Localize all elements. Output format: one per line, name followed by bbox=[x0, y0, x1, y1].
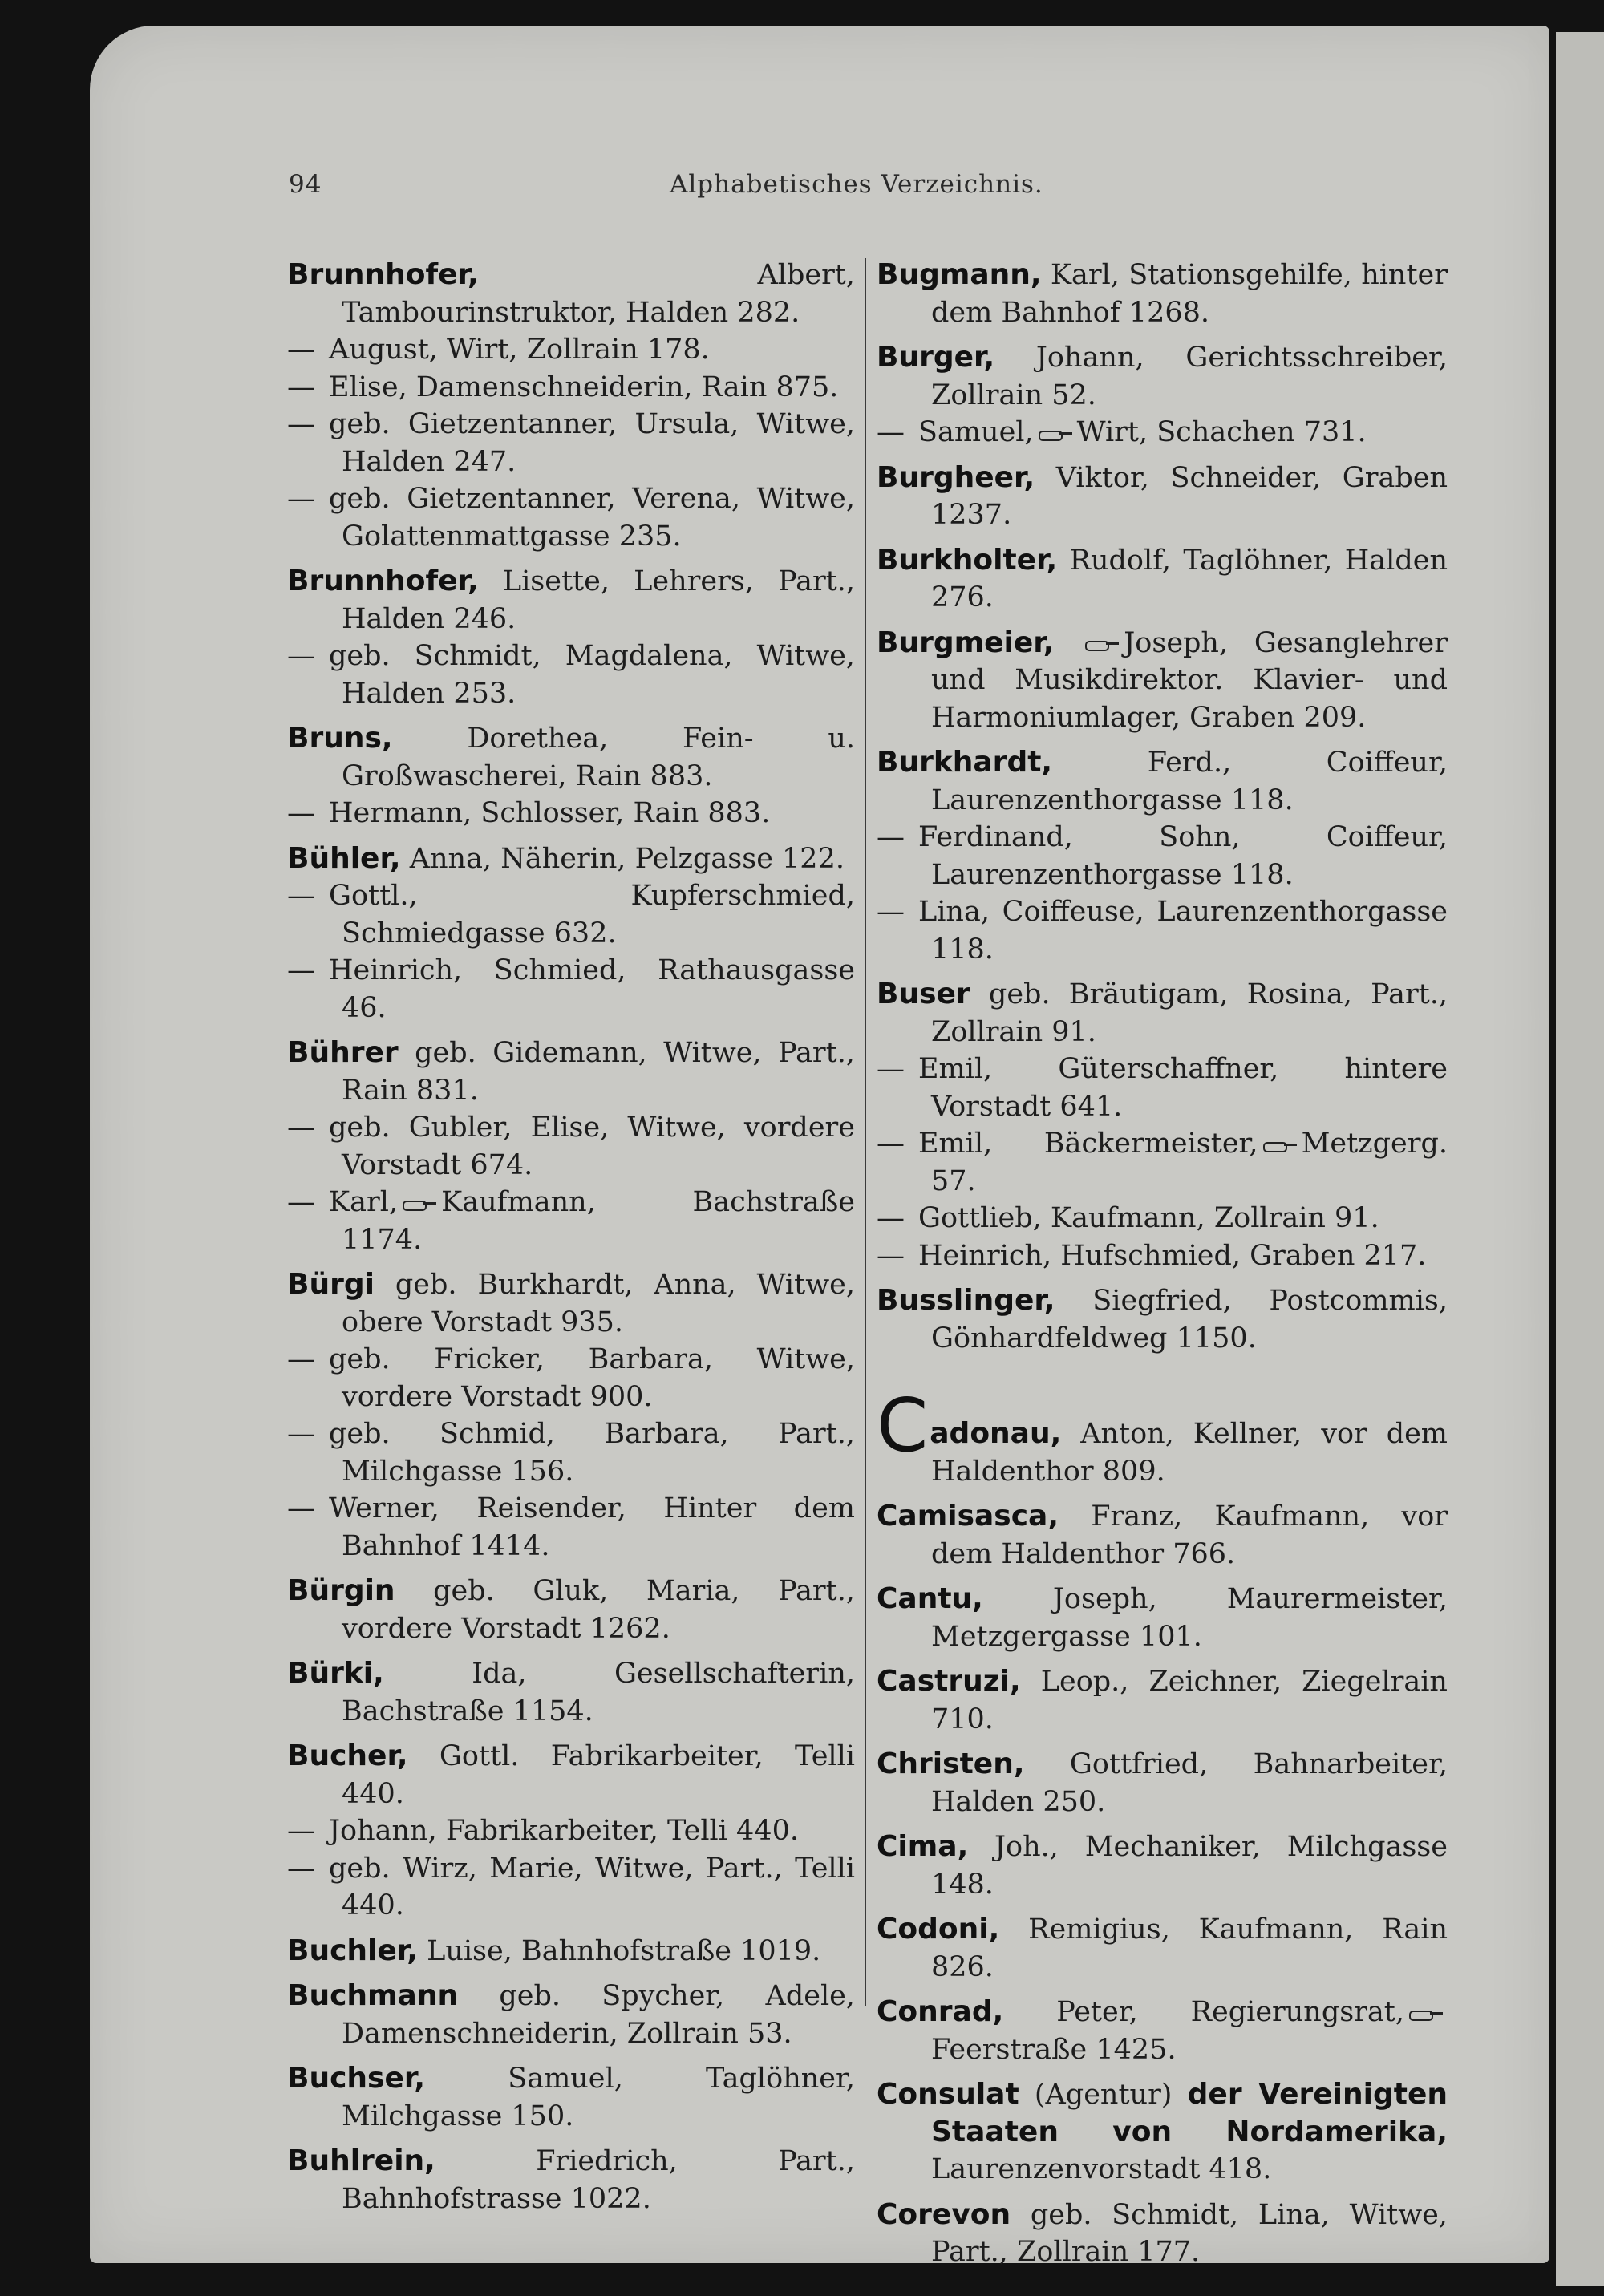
entry-text: Lina, Coiffeuse, Laurenzenthorgasse 118. bbox=[918, 896, 1448, 966]
entry-surname: Burger, bbox=[877, 341, 995, 374]
directory-entry bbox=[877, 460, 1448, 534]
entry-text: Gottl., Kupferschmied, Schmiedgasse 632. bbox=[329, 880, 855, 950]
directory-entry bbox=[877, 414, 1448, 452]
entry-text: Joh., Mechaniker, Milchgasse 148. bbox=[931, 1831, 1448, 1901]
entry-text: geb. Gidemann, Witwe, Part., Rain 831. bbox=[342, 1037, 855, 1107]
entry-text: Gottfried, Bahnarbeiter, Halden 250. bbox=[931, 1748, 1448, 1818]
entry-surname: Brunnhofer, bbox=[287, 565, 479, 597]
continuation-dash: — bbox=[287, 1852, 315, 1885]
entry-text: Leop., Zeichner, Ziegelrain 710. bbox=[931, 1666, 1448, 1735]
entry-text: Gottlieb, Kaufmann, Zollrain 91. bbox=[918, 1202, 1379, 1234]
continuation-dash: — bbox=[287, 797, 315, 829]
entry-surname: Buchser, bbox=[287, 2062, 426, 2095]
continuation-dash: — bbox=[287, 1343, 315, 1375]
entry-text: Remigius, Kaufmann, Rain 826. bbox=[931, 1913, 1448, 1983]
entry-surname: Burkhardt, bbox=[877, 746, 1053, 779]
entry-surname: Bruns, bbox=[287, 722, 393, 755]
entry-surname: Bürki, bbox=[287, 1657, 384, 1690]
entry-text: Albert, Tambourinstruktor, Halden 282. bbox=[342, 259, 855, 329]
entry-surname: adonau, bbox=[930, 1417, 1062, 1450]
directory-entry bbox=[877, 339, 1448, 414]
continuation-dash: — bbox=[287, 954, 315, 986]
entry-text: Franz, Kaufmann, vor dem Haldenthor 766. bbox=[931, 1500, 1448, 1570]
entry-surname: Bürgi bbox=[287, 1268, 375, 1301]
entry-surname: Cima, bbox=[877, 1830, 969, 1863]
pointing-hand-icon bbox=[1039, 427, 1072, 440]
entry-text: Ida, Gesellschafterin, Bachstraße 1154. bbox=[342, 1658, 855, 1727]
pointing-hand-icon bbox=[1085, 638, 1119, 650]
directory-entry bbox=[287, 1812, 855, 1850]
continuation-dash: — bbox=[877, 1128, 905, 1160]
entry-surname: Buchler, bbox=[287, 1934, 418, 1967]
directory-entry bbox=[287, 369, 855, 407]
directory-entry bbox=[287, 1184, 855, 1258]
directory-entry bbox=[877, 257, 1448, 331]
entry-text: Heinrich, Hufschmied, Graben 217. bbox=[918, 1239, 1427, 1272]
directory-entry bbox=[287, 2143, 855, 2217]
directory-entry bbox=[877, 1911, 1448, 1986]
directory-entry bbox=[877, 1581, 1448, 1655]
page-number: 94 bbox=[289, 170, 322, 199]
entry-surname: Buchmann bbox=[287, 1979, 459, 2012]
entry-text: Elise, Damenschneiderin, Rain 875. bbox=[329, 371, 839, 403]
entry-text: Samuel, bbox=[918, 416, 1034, 448]
entry-surname: Consulat bbox=[877, 2078, 1019, 2111]
continuation-dash: — bbox=[287, 1112, 315, 1144]
entry-text: geb. Gietzentanner, Ursula, Witwe, Halden 247. bbox=[329, 408, 855, 478]
entry-text: Emil, Güterschaffner, hintere Vorstadt 641. bbox=[918, 1053, 1448, 1123]
directory-entry bbox=[287, 795, 855, 832]
adjacent-page-edge bbox=[1556, 32, 1604, 2286]
entry-surname: Burgheer, bbox=[877, 460, 1035, 494]
continuation-dash: — bbox=[287, 640, 315, 672]
left-column bbox=[287, 257, 855, 2217]
entry-surname: Bührer bbox=[287, 1036, 399, 1069]
continuation-dash: — bbox=[877, 896, 905, 928]
entry-name-continued: der Vereinigten Staaten von Nordamerika, bbox=[931, 2078, 1448, 2148]
pointing-hand-icon bbox=[1409, 2007, 1443, 2020]
entry-text: Werner, Reisender, Hinter dem Bahnhof 1414. bbox=[329, 1492, 855, 1562]
entry-text: Anna, Näherin, Pelzgasse 122. bbox=[409, 842, 845, 875]
directory-entry bbox=[287, 877, 855, 952]
entry-text: Joseph, Maurermeister, Metzgergasse 101. bbox=[931, 1583, 1448, 1653]
directory-entry bbox=[287, 1850, 855, 1925]
directory-entry bbox=[877, 625, 1448, 737]
entry-text: Laurenzenvorstadt 418. bbox=[931, 2153, 1272, 2185]
entry-surname: Corevon bbox=[877, 2197, 1011, 2231]
directory-entry bbox=[877, 1237, 1448, 1275]
entry-text: geb. Gubler, Elise, Witwe, vordere Vorstadt 674. bbox=[329, 1112, 855, 1181]
directory-entry bbox=[877, 1125, 1448, 1200]
directory-entry bbox=[287, 257, 855, 331]
entry-text: geb. Burkhardt, Anna, Witwe, obere Vorstadt 935. bbox=[342, 1269, 855, 1338]
entry-text: (Agentur) bbox=[1034, 2079, 1173, 2111]
drop-initial: C bbox=[877, 1383, 929, 1468]
entry-text: Luise, Bahnhofstraße 1019. bbox=[427, 1934, 821, 1967]
entry-text: Johann, Fabrikarbeiter, Telli 440. bbox=[329, 1815, 799, 1847]
continuation-dash: — bbox=[287, 880, 315, 912]
entry-text: geb. Schmid, Barbara, Part., Milchgasse 156. bbox=[329, 1418, 855, 1488]
entry-surname: Bugmann, bbox=[877, 258, 1042, 291]
directory-entry bbox=[877, 976, 1448, 1051]
entry-text: geb. Spycher, Adele, Damenschneiderin, Zollrain 53. bbox=[342, 1980, 855, 2050]
entry-text: Emil, Bäckermeister, bbox=[918, 1128, 1258, 1160]
directory-entry bbox=[287, 2060, 855, 2135]
directory-entry bbox=[877, 1051, 1448, 1125]
entry-text: Karl, bbox=[329, 1186, 399, 1218]
directory-entry bbox=[877, 819, 1448, 893]
directory-entry bbox=[877, 893, 1448, 968]
entry-surname: Brunnhofer, bbox=[287, 258, 479, 291]
entry-surname: Bucher, bbox=[287, 1739, 408, 1772]
continuation-dash: — bbox=[287, 1418, 315, 1450]
entry-surname: Conrad, bbox=[877, 1995, 1004, 2028]
directory-entry bbox=[287, 406, 855, 480]
directory-entry bbox=[287, 638, 855, 712]
entry-text: Rudolf, Taglöhner, Halden 276. bbox=[931, 544, 1448, 613]
directory-entry bbox=[877, 1498, 1448, 1573]
entry-text: Metzgerg. 57. bbox=[931, 1128, 1448, 1197]
entry-surname: Burkholter, bbox=[877, 543, 1058, 577]
directory-entry bbox=[287, 1266, 855, 1341]
directory-entry bbox=[287, 840, 855, 878]
directory-entry bbox=[877, 1663, 1448, 1738]
directory-entry bbox=[287, 1109, 855, 1184]
directory-entry bbox=[287, 1415, 855, 1490]
entry-text: geb. Bräutigam, Rosina, Part., Zollrain 91. bbox=[931, 978, 1448, 1048]
directory-entry bbox=[287, 1655, 855, 1730]
entry-text: August, Wirt, Zollrain 178. bbox=[329, 334, 710, 366]
pointing-hand-icon bbox=[1263, 1139, 1297, 1152]
continuation-dash: — bbox=[877, 416, 905, 448]
right-column bbox=[877, 257, 1448, 2271]
entry-surname: Buhlrein, bbox=[287, 2144, 435, 2177]
continuation-dash: — bbox=[287, 1492, 315, 1525]
entry-text: Dorethea, Fein- u. Großwascherei, Rain 883. bbox=[342, 723, 855, 792]
entry-text: Ferd., Coiffeur, Laurenzenthorgasse 118. bbox=[931, 747, 1448, 816]
entry-text: Kaufmann, Bachstraße 1174. bbox=[342, 1186, 855, 1256]
directory-entry bbox=[287, 952, 855, 1027]
entry-text: Samuel, Taglöhner, Milchgasse 150. bbox=[342, 2063, 855, 2132]
directory-entry bbox=[877, 1828, 1448, 1903]
directory-entry bbox=[287, 1738, 855, 1812]
entry-text: Viktor, Schneider, Graben 1237. bbox=[931, 461, 1448, 531]
entry-text: Lisette, Lehrers, Part., Halden 246. bbox=[342, 565, 855, 635]
pointing-hand-icon bbox=[403, 1197, 436, 1210]
directory-entry bbox=[877, 1282, 1448, 1357]
directory-entry bbox=[287, 1573, 855, 1647]
directory-entry bbox=[877, 1200, 1448, 1237]
continuation-dash: — bbox=[287, 483, 315, 515]
entry-text: Karl, Stationsgehilfe, hinter dem Bahnhof 1268. bbox=[931, 259, 1448, 329]
entry-text: Peter, Regierungsrat, bbox=[1056, 1996, 1404, 2028]
directory-entry bbox=[287, 1035, 855, 1109]
directory-entry bbox=[877, 542, 1448, 617]
directory-entry bbox=[877, 2197, 1448, 2271]
entry-text: geb. Schmidt, Lina, Witwe, Part., Zollrain 177. bbox=[931, 2198, 1448, 2268]
continuation-dash: — bbox=[877, 1053, 905, 1085]
continuation-dash: — bbox=[877, 1202, 905, 1234]
continuation-dash: — bbox=[287, 1186, 315, 1218]
directory-entry bbox=[877, 744, 1448, 819]
directory-entry bbox=[287, 563, 855, 638]
entry-surname: Burgmeier, bbox=[877, 626, 1055, 659]
directory-entry bbox=[877, 1994, 1448, 2068]
entry-text: Friedrich, Part., Bahnhofstrasse 1022. bbox=[342, 2145, 855, 2215]
entry-text: Anton, Kellner, vor dem Haldenthor 809. bbox=[931, 1418, 1448, 1488]
entry-text: geb. Schmidt, Magdalena, Witwe, Halden 253. bbox=[329, 640, 855, 710]
entry-surname: Bürgin bbox=[287, 1574, 395, 1607]
entry-text: Gottl. Fabrikarbeiter, Telli 440. bbox=[342, 1740, 855, 1810]
directory-entry bbox=[877, 1383, 1448, 1490]
entry-surname: Cantu, bbox=[877, 1582, 983, 1615]
entry-surname: Codoni, bbox=[877, 1913, 1000, 1946]
entry-surname: Christen, bbox=[877, 1747, 1025, 1780]
directory-entry bbox=[877, 2076, 1448, 2189]
entry-text: Hermann, Schlosser, Rain 883. bbox=[329, 797, 771, 829]
directory-entry bbox=[287, 720, 855, 795]
directory-entry bbox=[287, 480, 855, 555]
entry-surname: Buser bbox=[877, 978, 970, 1010]
continuation-dash: — bbox=[877, 1239, 905, 1272]
entry-surname: Bühler, bbox=[287, 841, 401, 875]
continuation-dash: — bbox=[287, 408, 315, 440]
entry-text: Joseph, Gesanglehrer und Musikdirektor. Klavier- und Harmoniumlager, Graben 209. bbox=[931, 626, 1448, 734]
continuation-dash: — bbox=[287, 371, 315, 403]
directory-entry bbox=[287, 331, 855, 369]
directory-entry bbox=[287, 1341, 855, 1415]
entry-text: geb. Fricker, Barbara, Witwe, vordere Vorstadt 900. bbox=[329, 1343, 855, 1413]
entry-text: geb. Gluk, Maria, Part., vordere Vorstadt 1262. bbox=[342, 1575, 855, 1645]
entry-text: Feerstraße 1425. bbox=[931, 2033, 1177, 2066]
entry-surname: Castruzi, bbox=[877, 1665, 1021, 1698]
entry-text: Johann, Gerichtsschreiber, Zollrain 52. bbox=[931, 342, 1448, 411]
entry-text: Ferdinand, Sohn, Coiffeur, Laurenzenthorgasse 118. bbox=[918, 821, 1448, 891]
directory-entry bbox=[877, 1746, 1448, 1820]
entry-text: geb. Gietzentanner, Verena, Witwe, Golattenmattgasse 235. bbox=[329, 483, 855, 553]
entry-text: Wirt, Schachen 731. bbox=[1076, 416, 1367, 448]
directory-entry bbox=[287, 1933, 855, 1970]
directory-entry bbox=[287, 1490, 855, 1565]
entry-text: Siegfried, Postcommis, Gönhardfeldweg 1150. bbox=[931, 1285, 1448, 1355]
directory-entry bbox=[287, 1978, 855, 2052]
continuation-dash: — bbox=[877, 821, 905, 853]
running-title: Alphabetisches Verzeichnis. bbox=[670, 170, 1043, 199]
entry-text: geb. Wirz, Marie, Witwe, Part., Telli 440. bbox=[329, 1852, 855, 1921]
column-divider bbox=[865, 258, 866, 2006]
continuation-dash: — bbox=[287, 334, 315, 366]
entry-surname: Busslinger, bbox=[877, 1284, 1055, 1317]
entry-text: Heinrich, Schmied, Rathausgasse 46. bbox=[329, 954, 855, 1024]
continuation-dash: — bbox=[287, 1815, 315, 1847]
entry-surname: Camisasca, bbox=[877, 1500, 1059, 1533]
